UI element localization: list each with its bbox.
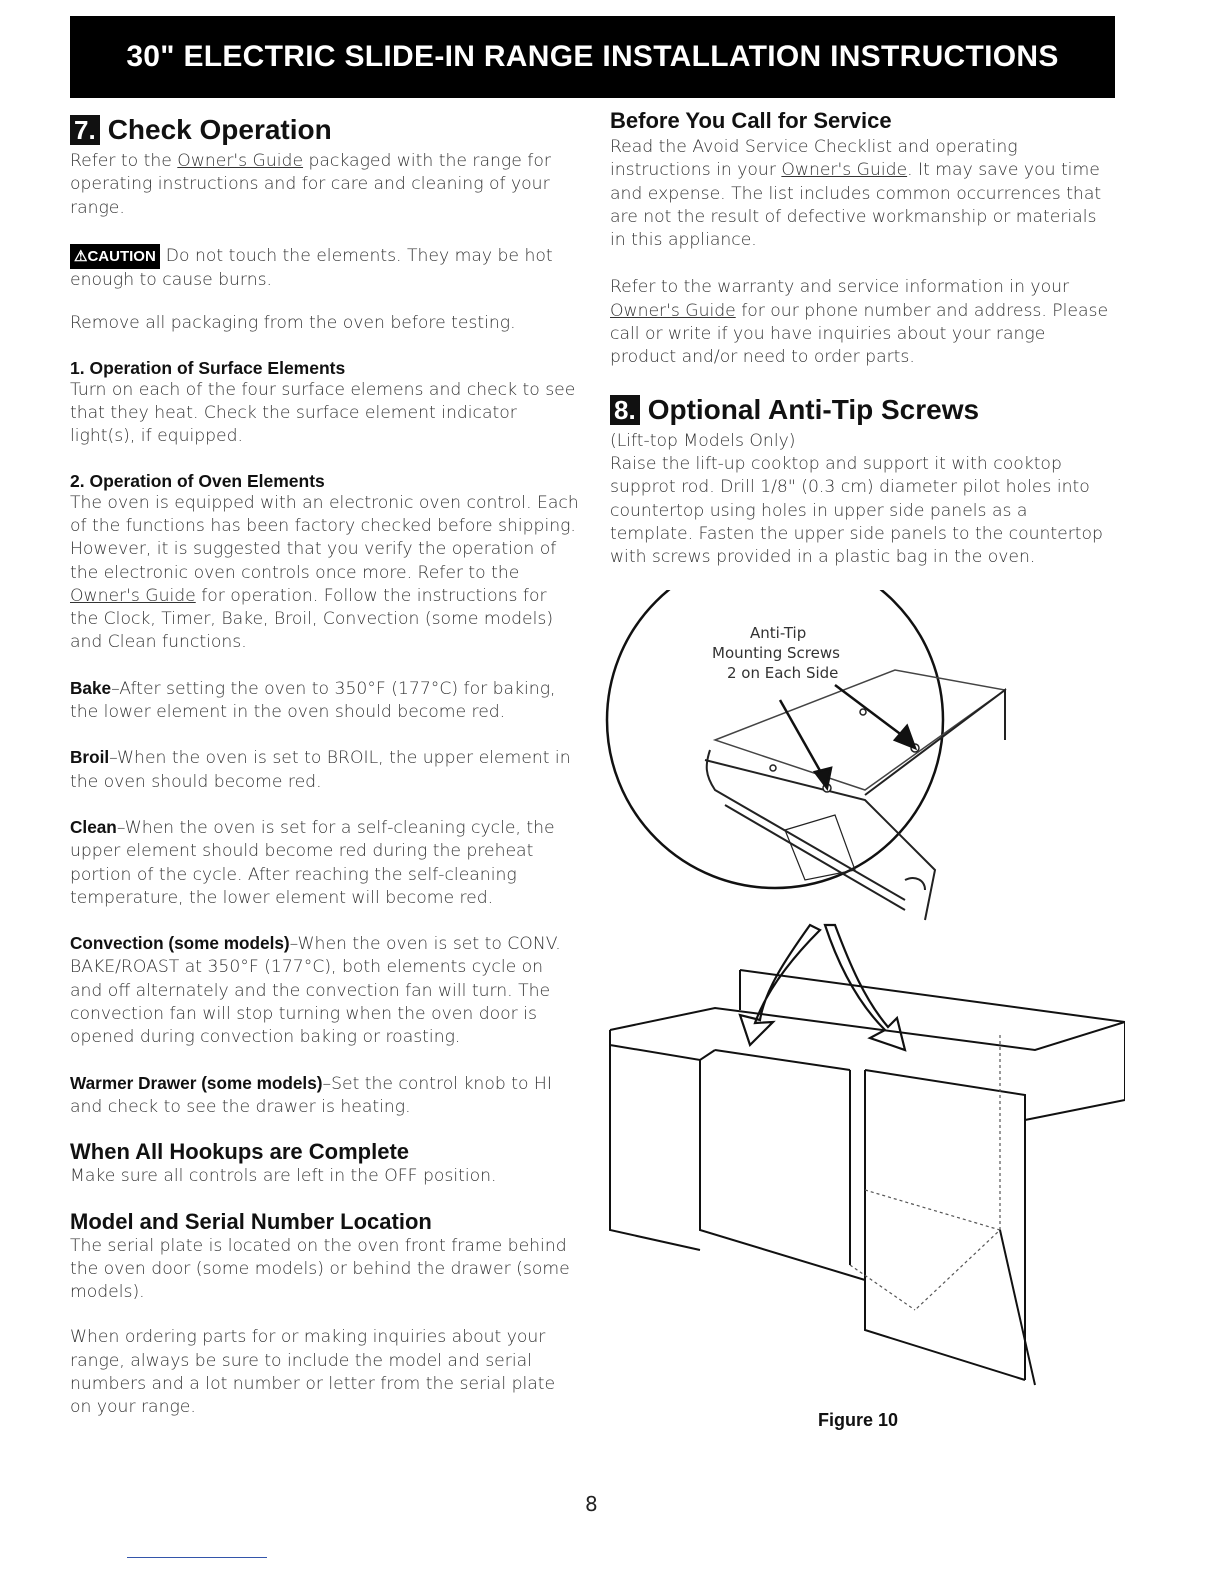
hookups-title: When All Hookups are Complete: [70, 1139, 410, 1165]
countertop-cabinet: [610, 970, 1125, 1380]
section-8-heading: [610, 394, 1115, 426]
serial-title: Model and Serial Number Location: [70, 1208, 432, 1234]
service-p1-b: . It may save you time and expense. The list includes common occurrences that are not the result of defective workmanship or materials in this appliance.: [610, 160, 1102, 251]
figure-label-line-2: Mounting Screws: [712, 644, 840, 662]
page-number: 8: [585, 1492, 598, 1516]
warmer-paragraph: [70, 1072, 580, 1120]
clean-label: Clean: [70, 816, 117, 837]
section-8-text: Raise the lift-up cooktop and support it with cooktop supprot rod. Drill 1/8" (0.3 cm) diameter pilot holes into countertop using holes in upper side panels as a template. Fasten the upper side panels to the countertop with screws provided in a plastic bag in the oven.: [610, 453, 1103, 568]
broil-label: Broil: [70, 747, 110, 768]
warmer-label: Warmer Drawer (some models): [70, 1072, 323, 1093]
left-column: [70, 108, 580, 1420]
convection-label: Convection (some models): [70, 933, 290, 954]
convection-text: –When the oven is set to CONV. BAKE/ROAST at 350°F (177°C), both elements cycle on and off alternately and the convection fan will turn. The convection fan will stop turning when the oven door is opened during convection baking or roasting.: [70, 934, 561, 1048]
service-p2-b: for our phone number and address. Please call or write if you have inquiries about your range product and/or need to order parts.: [610, 300, 1109, 368]
caution-label: CAUTION: [87, 247, 156, 265]
banner-title: 30" ELECTRIC SLIDE-IN RANGE INSTALLATION INSTRUCTIONS: [126, 40, 1059, 73]
step-2-text: [70, 492, 580, 655]
right-column: [610, 108, 1115, 569]
convection-paragraph: [70, 932, 580, 1049]
figure-10-illustration: [605, 590, 1125, 1390]
curved-arrows: [740, 925, 905, 1050]
broil-paragraph: [70, 746, 580, 794]
clean-paragraph: [70, 816, 580, 910]
owners-guide-link: Owner's Guide: [177, 151, 304, 171]
section-8-subtitle: (Lift-top Models Only): [610, 430, 796, 451]
intro-text-a: Refer to the: [70, 151, 178, 171]
figure-label-line-1: Anti-Tip: [750, 624, 807, 642]
section-7-heading: [70, 114, 580, 146]
caution-badge: [70, 244, 160, 269]
intro-text-b: packaged with the range for operating instructions and for care and cleaning of your range.: [70, 151, 551, 218]
section-8-number: 8.: [610, 395, 640, 425]
hidden-lines: [850, 1035, 1000, 1310]
service-p2-a: Refer to the warranty and service information in your: [610, 277, 1070, 298]
remove-packaging-text: Remove all packaging from the oven before testing.: [70, 313, 516, 334]
caution-text: Do not touch the elements. They may be hot enough to cause burns.: [70, 245, 553, 291]
service-title: Before You Call for Service: [610, 108, 892, 133]
step-2-text-a: The oven is equipped with an electronic oven control. Each of the functions has been factory checked before shipping. However, it is suggested that you verify the operation of the electronic oven controls once more. Refer to the: [70, 492, 579, 583]
step-2-text-b: for operation. Follow the instructions for the Clock, Timer, Bake, Broil, Convection (some models) and Clean functions.: [70, 585, 554, 653]
broil-text: –When the oven is set to BROIL, the upper element in the oven should become red.: [70, 748, 571, 792]
owners-guide-link-2: Owner's Guide: [70, 585, 196, 606]
page-banner: [70, 16, 1115, 98]
warmer-text: –Set the control knob to HI and check to see the drawer is heating.: [70, 1073, 552, 1117]
step-1-title: 1. Operation of Surface Elements: [70, 357, 346, 378]
warning-triangle-icon: ⚠: [74, 247, 88, 265]
hookups-text: Make sure all controls are left in the OFF position.: [70, 1166, 497, 1187]
bake-paragraph: [70, 677, 580, 725]
clean-text: –When the oven is set for a self-cleaning cycle, the upper element should become red during the preheat portion of the cycle. After reaching the self-cleaning temperature, the lower element will become red.: [70, 817, 555, 908]
section-8-title: Optional Anti-Tip Screws: [647, 393, 980, 425]
bake-text: –After setting the oven to 350°F (177°C) for baking, the lower element in the oven should become red.: [70, 678, 556, 723]
section-7-intro: [70, 150, 580, 220]
section-7-number: 7.: [70, 115, 100, 145]
bake-label: Bake: [70, 677, 112, 698]
service-paragraph-1: [610, 136, 1115, 252]
service-p1-a: Read the Avoid Service Checklist and operating instructions in your: [610, 137, 1018, 181]
serial-text-2: When ordering parts for or making inquiries about your range, always be sure to include the model and serial numbers and a lot number or letter from the serial plate on your range.: [70, 1327, 556, 1418]
section-7-title: Check Operation: [107, 114, 332, 145]
owners-guide-link-3: Owner's Guide: [781, 160, 908, 181]
service-paragraph-2: [610, 276, 1115, 369]
owners-guide-link-4: Owner's Guide: [610, 300, 736, 321]
caution-paragraph: [70, 244, 580, 293]
figure-caption: Figure 10: [818, 1410, 899, 1430]
step-2-title: 2. Operation of Oven Elements: [70, 470, 325, 491]
figure-label-line-3: 2 on Each Side: [727, 664, 839, 682]
serial-text-1: The serial plate is located on the oven front frame behind the oven door (some models) or behind the drawer (some models).: [70, 1235, 570, 1303]
step-1-text: Turn on each of the four surface elemens and check to see that they heat. Check the surface element indicator light(s), if equipped.: [70, 379, 576, 447]
footer-rule: [127, 1557, 267, 1558]
cabinet-edge: [1000, 1230, 1035, 1385]
